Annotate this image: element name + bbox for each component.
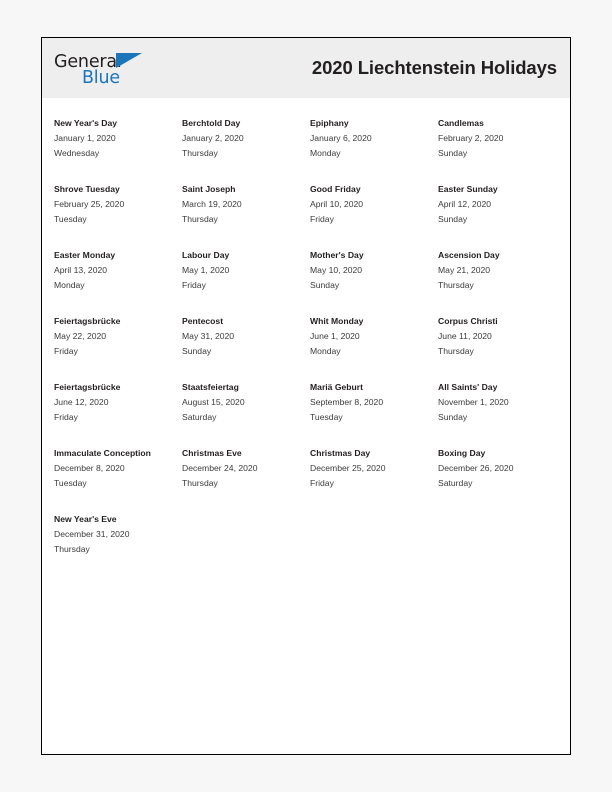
holiday-entry bbox=[54, 182, 182, 227]
holiday-weekday: Sunday bbox=[310, 280, 340, 290]
holiday-weekday: Friday bbox=[54, 346, 78, 356]
holiday-entry bbox=[54, 116, 182, 161]
holiday-name: Good Friday bbox=[310, 184, 361, 194]
holiday-weekday: Monday bbox=[310, 346, 341, 356]
holiday-weekday: Friday bbox=[182, 280, 206, 290]
logo-word-general: General bbox=[54, 52, 122, 72]
holiday-weekday: Saturday bbox=[438, 478, 473, 488]
holiday-weekday: Tuesday bbox=[54, 478, 87, 488]
holiday-date: November 1, 2020 bbox=[438, 397, 509, 407]
holiday-name: Corpus Christi bbox=[438, 316, 498, 326]
holiday-date: April 13, 2020 bbox=[54, 265, 108, 275]
holiday-entry bbox=[182, 182, 310, 227]
document-header bbox=[42, 38, 570, 98]
holiday-date: December 24, 2020 bbox=[182, 463, 258, 473]
holiday-date: March 19, 2020 bbox=[182, 199, 242, 209]
holiday-entry bbox=[54, 380, 182, 425]
holiday-name: Ascension Day bbox=[438, 250, 500, 260]
holiday-grid bbox=[42, 98, 570, 578]
holiday-name: Feiertagsbrücke bbox=[54, 382, 121, 392]
holiday-name: Immaculate Conception bbox=[54, 448, 151, 458]
holiday-weekday: Sunday bbox=[182, 346, 212, 356]
holiday-weekday: Friday bbox=[310, 214, 334, 224]
holiday-entry bbox=[310, 446, 438, 491]
holiday-entry bbox=[310, 248, 438, 293]
holiday-entry bbox=[54, 248, 182, 293]
holiday-name: Whit Monday bbox=[310, 316, 364, 326]
holiday-weekday: Thursday bbox=[54, 544, 90, 554]
holiday-entry bbox=[310, 380, 438, 425]
holiday-weekday: Thursday bbox=[182, 478, 218, 488]
holiday-weekday: Sunday bbox=[438, 412, 468, 422]
holiday-entry bbox=[438, 380, 566, 425]
holiday-name: Shrove Tuesday bbox=[54, 184, 120, 194]
holiday-entry bbox=[54, 512, 182, 557]
holiday-date: February 2, 2020 bbox=[438, 133, 504, 143]
page-title: 2020 Liechtenstein Holidays bbox=[311, 57, 557, 78]
holiday-weekday: Tuesday bbox=[310, 412, 343, 422]
holiday-weekday: Wednesday bbox=[54, 148, 100, 158]
holiday-name: Feiertagsbrücke bbox=[54, 316, 121, 326]
holiday-date: December 31, 2020 bbox=[54, 529, 130, 539]
holiday-weekday: Friday bbox=[310, 478, 334, 488]
holiday-name: Candlemas bbox=[438, 118, 484, 128]
holiday-name: Mother's Day bbox=[310, 250, 364, 260]
holiday-name: Epiphany bbox=[310, 118, 349, 128]
holiday-date: May 22, 2020 bbox=[54, 331, 107, 341]
holiday-entry bbox=[54, 314, 182, 359]
holiday-name: New Year's Eve bbox=[54, 514, 117, 524]
holiday-weekday: Thursday bbox=[182, 148, 218, 158]
holiday-weekday: Sunday bbox=[438, 214, 468, 224]
holiday-entry bbox=[54, 446, 182, 491]
holiday-date: December 26, 2020 bbox=[438, 463, 514, 473]
holiday-date: September 8, 2020 bbox=[310, 397, 384, 407]
holiday-date: May 31, 2020 bbox=[182, 331, 235, 341]
holiday-date: January 2, 2020 bbox=[182, 133, 244, 143]
holiday-weekday: Thursday bbox=[182, 214, 218, 224]
holiday-date: January 1, 2020 bbox=[54, 133, 116, 143]
holiday-weekday: Thursday bbox=[438, 280, 474, 290]
holiday-entry bbox=[438, 182, 566, 227]
holiday-date: December 25, 2020 bbox=[310, 463, 386, 473]
holiday-entry bbox=[182, 446, 310, 491]
logo-word-blue: Blue bbox=[82, 68, 120, 88]
holiday-weekday: Tuesday bbox=[54, 214, 87, 224]
holiday-date: June 12, 2020 bbox=[54, 397, 109, 407]
holiday-date: June 11, 2020 bbox=[438, 331, 492, 341]
holiday-entry bbox=[182, 314, 310, 359]
holiday-entry bbox=[310, 116, 438, 161]
holiday-entry bbox=[182, 248, 310, 293]
holiday-name: Berchtold Day bbox=[182, 118, 241, 128]
holiday-entry bbox=[438, 248, 566, 293]
holiday-date: April 12, 2020 bbox=[438, 199, 492, 209]
holiday-entry bbox=[182, 116, 310, 161]
document-page bbox=[41, 37, 571, 755]
holiday-date: December 8, 2020 bbox=[54, 463, 125, 473]
holiday-date: June 1, 2020 bbox=[310, 331, 360, 341]
holiday-date: April 10, 2020 bbox=[310, 199, 364, 209]
logo-triangle-icon bbox=[116, 53, 142, 68]
holiday-entry bbox=[438, 446, 566, 491]
holiday-name: Mariä Geburt bbox=[310, 382, 364, 392]
holiday-weekday: Monday bbox=[310, 148, 341, 158]
holiday-entry bbox=[310, 314, 438, 359]
holiday-name: Easter Monday bbox=[54, 250, 116, 260]
holiday-weekday: Monday bbox=[54, 280, 85, 290]
general-blue-logo bbox=[54, 46, 150, 90]
holiday-weekday: Sunday bbox=[438, 148, 468, 158]
holiday-weekday: Thursday bbox=[438, 346, 474, 356]
holiday-weekday: Saturday bbox=[182, 412, 217, 422]
holiday-name: Labour Day bbox=[182, 250, 230, 260]
holiday-date: May 21, 2020 bbox=[438, 265, 491, 275]
holiday-weekday: Friday bbox=[54, 412, 78, 422]
holiday-name: Easter Sunday bbox=[438, 184, 498, 194]
holiday-entry bbox=[438, 116, 566, 161]
holiday-entry bbox=[310, 182, 438, 227]
holiday-name: New Year's Day bbox=[54, 118, 118, 128]
holiday-entry bbox=[182, 380, 310, 425]
holiday-name: Staatsfeiertag bbox=[182, 382, 239, 392]
holiday-date: May 1, 2020 bbox=[182, 265, 230, 275]
holiday-name: Boxing Day bbox=[438, 448, 486, 458]
holiday-name: Saint Joseph bbox=[182, 184, 236, 194]
holiday-date: January 6, 2020 bbox=[310, 133, 372, 143]
holiday-date: February 25, 2020 bbox=[54, 199, 125, 209]
holiday-name: Pentecost bbox=[182, 316, 224, 326]
holiday-name: Christmas Eve bbox=[182, 448, 242, 458]
holiday-name: Christmas Day bbox=[310, 448, 371, 458]
holiday-date: May 10, 2020 bbox=[310, 265, 363, 275]
holiday-entry bbox=[438, 314, 566, 359]
holiday-name: All Saints' Day bbox=[438, 382, 498, 392]
holiday-date: August 15, 2020 bbox=[182, 397, 245, 407]
